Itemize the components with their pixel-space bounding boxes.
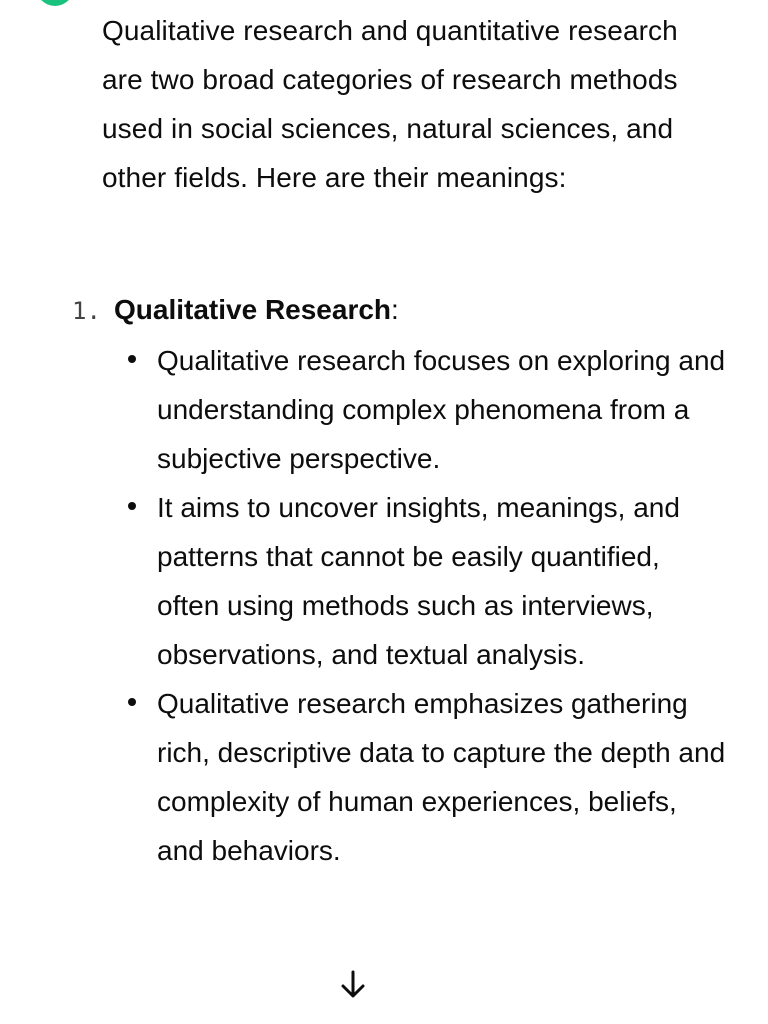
bullet-icon (128, 698, 136, 706)
bullet-text: It aims to uncover insights, meanings, and patterns that cannot be easily quantified, often using methods such as interviews, observations, and textual analysis. (157, 492, 680, 670)
list-item (128, 679, 728, 875)
bullet-icon (128, 355, 136, 363)
arrow-down-icon (336, 968, 370, 1002)
message-intro: Qualitative research and quantitative research are two broad categories of research methods used in social sciences, natural sciences, and other fields. Here are their meanings: (102, 15, 678, 193)
numbered-list (72, 285, 732, 875)
section-heading (114, 285, 399, 334)
list-number: 1. (72, 297, 101, 325)
list-item (128, 336, 728, 483)
numbered-item (72, 285, 732, 336)
section-title-suffix: : (391, 294, 399, 325)
bullet-icon (128, 502, 136, 510)
bullet-list (72, 336, 728, 875)
bullet-text: Qualitative research focuses on exploring and understanding complex phenomena from a subjective perspective. (157, 345, 726, 474)
assistant-message (102, 6, 722, 202)
bullet-text: Qualitative research emphasizes gathering rich, descriptive data to capture the depth and complexity of human experiences, beliefs, and behaviors. (157, 688, 726, 866)
list-item (128, 483, 728, 679)
scroll-down-button[interactable] (336, 968, 370, 1002)
assistant-avatar-icon (36, 0, 74, 6)
section-title: Qualitative Research (114, 294, 392, 325)
